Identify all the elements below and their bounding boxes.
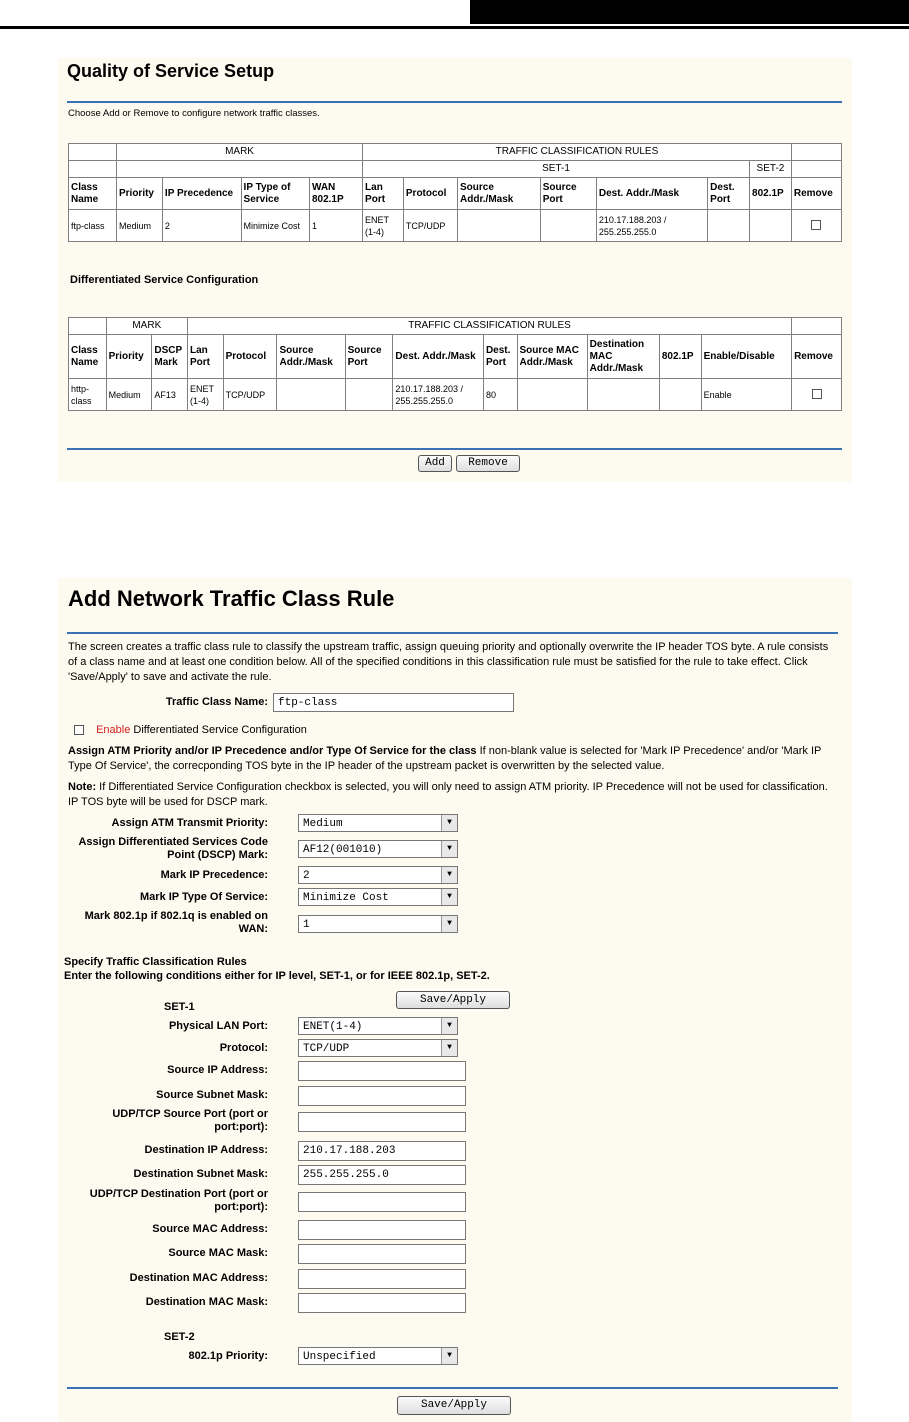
src-mac-input[interactable] (298, 1220, 466, 1240)
dsc-class-table (68, 317, 842, 411)
title-divider (67, 632, 838, 634)
dst-mac-label: Destination MAC Address: (129, 1272, 268, 1284)
note-text: Note: If Differentiated Service Configuration checkbox is selected, you will only need to assign ATM priority. IP Precedence will not be used for classification. IP TOS byte will be used for DSCP mark. (68, 781, 828, 808)
col-header: IP Type of Service (241, 178, 309, 210)
header-black-bar (470, 0, 909, 24)
mark-8021p-label: Mark 802.1p if 802.1q is enabled on WAN: (84, 910, 268, 935)
col-header: Remove (792, 335, 842, 379)
col-header: Source MAC Addr./Mask (517, 335, 587, 379)
add-button[interactable]: Add (418, 455, 452, 472)
col-header: 802.1P (750, 178, 792, 210)
qos-setup-panel (58, 58, 852, 482)
col-header: DSCP Mark (152, 335, 188, 379)
col-header: Lan Port (187, 335, 223, 379)
src-ip-input[interactable] (298, 1061, 466, 1081)
traffic-header: TRAFFIC CLASSIFICATION RULES (363, 144, 792, 161)
col-header: 802.1P (659, 335, 701, 379)
col-header: Destination MAC Addr./Mask (587, 335, 659, 379)
specify-subtitle: Enter the following conditions either for IP level, SET-1, or for IEEE 802.1p, SET-2. (64, 970, 490, 982)
dst-mac-mask-label: Destination MAC Mask: (145, 1296, 268, 1308)
chevron-down-icon: ▼ (441, 1348, 457, 1364)
chevron-down-icon: ▼ (441, 815, 457, 831)
col-header: Remove (791, 178, 841, 210)
src-port-label: UDP/TCP Source Port (port or port:port): (112, 1108, 268, 1133)
chevron-down-icon: ▼ (441, 867, 457, 883)
mark-header: MARK (116, 144, 362, 161)
qos-description: Choose Add or Remove to configure network traffic classes. (68, 108, 320, 119)
dst-ip-input[interactable]: 210.17.188.203 (298, 1141, 466, 1161)
chevron-down-icon: ▼ (441, 1018, 457, 1034)
protocol-label: Protocol: (219, 1042, 268, 1054)
set2-label: SET-2 (164, 1331, 195, 1343)
form-title: Add Network Traffic Class Rule (68, 586, 395, 611)
specify-title: Specify Traffic Classification Rules (64, 956, 247, 968)
assign-text: Assign ATM Priority and/or IP Precedence and/or Type Of Service for the class If non-blank value is selected for 'Mark IP Precedence' and/or 'Mark IP Type Of Service', the correcponding TOS byte in the IP header of the upstream packet is overwritten by the selected value. (68, 745, 822, 772)
prio-8021p-label: 802.1p Priority: (188, 1350, 268, 1362)
dst-mac-mask-input[interactable] (298, 1293, 466, 1313)
remove-checkbox[interactable] (811, 220, 821, 230)
class-name-label: Traffic Class Name: (165, 696, 268, 708)
atm-priority-label: Assign ATM Transmit Priority: (111, 817, 268, 829)
enable-dsc-row: Enable Differentiated Service Configuration (74, 724, 307, 736)
col-header: Source Addr./Mask (458, 178, 541, 210)
col-header: Source Port (345, 335, 393, 379)
ip-precedence-label: Mark IP Precedence: (160, 869, 268, 881)
dst-mask-label: Destination Subnet Mask: (133, 1168, 268, 1180)
col-header: Class Name (69, 335, 107, 379)
col-header: Protocol (403, 178, 457, 210)
src-port-input[interactable] (298, 1112, 466, 1132)
src-mac-mask-input[interactable] (298, 1244, 466, 1264)
dst-port-input[interactable] (298, 1192, 466, 1212)
prio-8021p-select[interactable]: Unspecified ▼ (298, 1347, 458, 1365)
src-mask-label: Source Subnet Mask: (156, 1089, 268, 1101)
set1-header: SET-1 (363, 161, 750, 178)
dst-ip-label: Destination IP Address: (144, 1144, 268, 1156)
col-header: Dest. Port (483, 335, 517, 379)
mark-8021p-select[interactable]: 1 ▼ (298, 915, 458, 933)
src-mask-input[interactable] (298, 1086, 466, 1106)
ip-tos-select[interactable]: Minimize Cost ▼ (298, 888, 458, 906)
save-apply-button[interactable]: Save/Apply (397, 1396, 511, 1415)
class-name-input[interactable]: ftp-class (273, 693, 514, 712)
dst-mac-input[interactable] (298, 1269, 466, 1289)
page-title: Quality of Service Setup (67, 61, 275, 81)
col-header: Dest. Addr./Mask (393, 335, 484, 379)
col-header: Priority (116, 178, 162, 210)
ip-precedence-select[interactable]: 2 ▼ (298, 866, 458, 884)
col-header: Enable/Disable (701, 335, 792, 379)
chevron-down-icon: ▼ (441, 1040, 457, 1056)
col-header: Source Addr./Mask (277, 335, 345, 379)
add-rule-panel (58, 578, 852, 1422)
col-header: Protocol (223, 335, 277, 379)
header-rule (0, 26, 909, 29)
title-divider (67, 101, 842, 103)
intro-text: The screen creates a traffic class rule to classify the upstream traffic, assign queuing priority and optionally overwrite the IP header TOS byte. A rule consists of a class name and at least one condition below. All of the specified conditions in this classification rule must be satisfied for the rule to take effect. Click 'Save/Apply' to save and activate the rule. (68, 641, 829, 683)
set2-header: SET-2 (750, 161, 792, 178)
lan-port-label: Physical LAN Port: (168, 1020, 268, 1032)
table-row: ftp-class Medium 2 Minimize Cost 1 ENET (1-4) TCP/UDP 210.17.188.203 / 255.255.255.0 (69, 210, 842, 242)
dst-port-label: UDP/TCP Destination Port (port or port:port): (89, 1188, 268, 1213)
src-ip-label: Source IP Address: (167, 1064, 268, 1076)
col-header: Dest. Port (708, 178, 750, 210)
chevron-down-icon: ▼ (441, 841, 457, 857)
mark-header: MARK (106, 318, 187, 335)
col-header: Source Port (540, 178, 596, 210)
col-header: IP Precedence (162, 178, 241, 210)
chevron-down-icon: ▼ (441, 889, 457, 905)
save-apply-button-top[interactable]: Save/Apply (396, 991, 510, 1009)
dsc-title: Differentiated Service Configuration (70, 274, 259, 286)
chevron-down-icon: ▼ (441, 916, 457, 932)
remove-checkbox[interactable] (812, 389, 822, 399)
col-header: Class Name (69, 178, 117, 210)
dst-mask-input[interactable]: 255.255.255.0 (298, 1165, 466, 1185)
remove-button[interactable]: Remove (456, 455, 520, 472)
dscp-mark-select[interactable]: AF12(001010) ▼ (298, 840, 458, 858)
col-header: Dest. Addr./Mask (596, 178, 707, 210)
enable-dsc-checkbox[interactable] (74, 725, 84, 735)
col-header: WAN 802.1P (309, 178, 362, 210)
col-header: Priority (106, 335, 152, 379)
atm-priority-select[interactable]: Medium ▼ (298, 814, 458, 832)
qos-class-table (68, 143, 842, 242)
traffic-header: TRAFFIC CLASSIFICATION RULES (187, 318, 791, 335)
protocol-select[interactable]: TCP/UDP ▼ (298, 1039, 458, 1057)
set1-label: SET-1 (164, 1001, 195, 1013)
table-row: http-class Medium AF13 ENET (1-4) TCP/UDP 210.17.188.203 / 255.255.255.0 80 Enable (69, 379, 842, 411)
col-header: Lan Port (363, 178, 404, 210)
src-mac-mask-label: Source MAC Mask: (168, 1247, 268, 1259)
bottom-divider (67, 448, 842, 450)
src-mac-label: Source MAC Address: (152, 1223, 268, 1235)
ip-tos-label: Mark IP Type Of Service: (140, 891, 268, 903)
bottom-divider (67, 1387, 838, 1389)
lan-port-select[interactable]: ENET(1-4) ▼ (298, 1017, 458, 1035)
dscp-mark-label: Assign Differentiated Services Code Point (DSCP) Mark: (78, 836, 268, 861)
